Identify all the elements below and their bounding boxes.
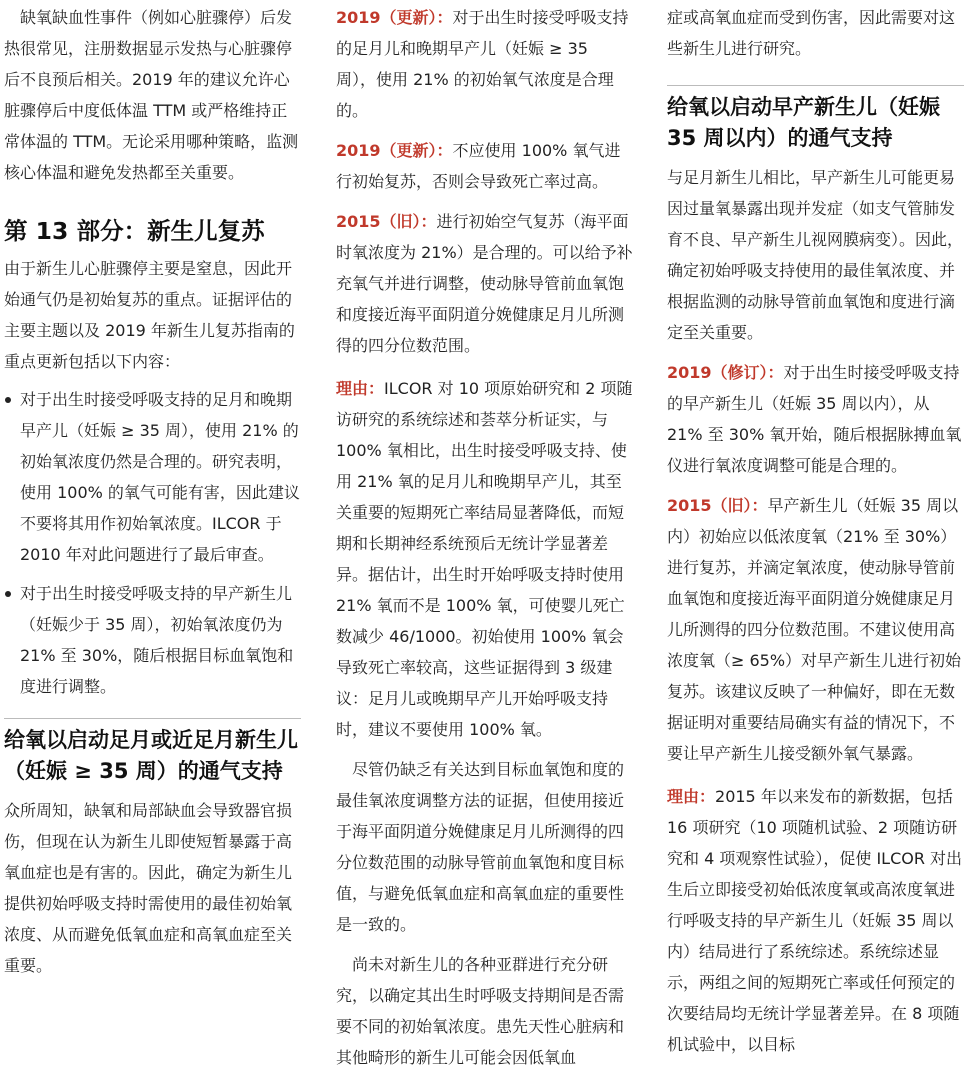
recommendation-text: 对于出生时接受呼吸支持的足月儿和晚期早产儿（妊娠 ≥ 35 周），使用 21% 的初始氧气浓度是合理的。	[336, 8, 629, 120]
subsection-paragraph: 众所周知，缺氧和局部缺血会导致器官损伤，但现在认为新生儿即使短暂暴露于高氧血症也是有害的。因此，确定为新生儿提供初始呼吸支持时需使用的最佳初始氧浓度、从而避免低氧血症和高氧血症至关重要。	[4, 801, 293, 975]
list-item: 对于出生时接受呼吸支持的足月和晚期早产儿（妊娠 ≥ 35 周），使用 21% 的初始氧浓度仍然是合理的。研究表明，使用 100% 的氧气可能有害，因此建议不要将其用作初始氧浓度。ILCOR 于 2010 年对此问题进行了最后审查。	[4, 384, 301, 570]
label-2015-old: 2015（旧）：	[667, 496, 768, 515]
label-2019-revised: 2019（修订）：	[667, 363, 784, 382]
label-2019-update: 2019（更新）：	[336, 8, 453, 27]
rationale-paragraph	[667, 781, 964, 1060]
recommendation-2015-old	[667, 490, 964, 769]
rationale-text: 2015 年以来发布的新数据，包括 16 项研究（10 项随机试验、2 项随访研究和 4 项观察性试验），促使 ILCOR 对出生后立即接受初始低浓度氧或高浓度氧进行呼吸支持的早产新生儿（妊娠 35 周以内）结局进行了系统综述。系统综述显示，两组之间的短期死亡率或任何预定的次要结局均无统计学显著差异。在 8 项随机试验中，以目标	[667, 787, 963, 1054]
body-paragraph: 尚未对新生儿的各种亚群进行充分研究，以确定其出生时呼吸支持期间是否需要不同的初始氧浓度。患先天性心脏病和其他畸形的新生儿可能会因低氧血	[336, 955, 625, 1067]
label-2015-old: 2015（旧）：	[336, 212, 437, 231]
column-left	[4, 0, 301, 981]
subsection-heading-term: 给氧以启动足月或近足月新生儿（妊娠 ≥ 35 周）的通气支持	[4, 728, 298, 783]
recommendation-2015-old	[336, 206, 633, 361]
section-title: 第 13 部分：新生儿复苏	[4, 217, 265, 245]
recommendation-2019-update-2	[336, 135, 633, 197]
recommendation-text: 不应使用 100% 氧气进行初始复苏，否则会导致死亡率过高。	[336, 141, 621, 191]
intro-paragraph: 缺氧缺血性事件（例如心脏骤停）后发热很常见，注册数据显示发热与心脏骤停后不良预后相关。2019 年的建议允许心脏骤停后中度低体温 TTM 或严格维持正常体温的 TTM。无论采用哪种策略，监测核心体温和避免发热都至关重要。	[4, 8, 299, 182]
subsection-heading-preterm: 给氧以启动早产新生儿（妊娠 35 周以内）的通气支持	[667, 95, 940, 150]
rationale-text: ILCOR 对 10 项原始研究和 2 项随访研究的系统综述和荟萃分析证实，与 100% 氧相比，出生时接受呼吸支持、使用 21% 氧的足月儿和晚期早产儿，其至关重要的短期死亡率结局显著降低，而短期和长期神经系统预后无统计学显著差异。据估计，出生时开始呼吸支持时使用 21% 氧而不是 100% 氧，可使婴儿死亡数减少 46/1000。初始使用 100% 氧会导致死亡率较高，这些证据得到 3 级建议：足月儿或晚期早产儿开始呼吸支持时，建议不要使用 100% 氧。	[336, 379, 633, 739]
column-middle	[336, 0, 633, 1073]
label-rationale: 理由：	[336, 379, 385, 398]
recommendation-2019-update-1	[336, 2, 633, 126]
body-paragraph: 与足月新生儿相比，早产新生儿可能更易因过量氧暴露出现并发症（如支气管肺发育不良、早产新生儿视网膜病变）。因此，确定初始呼吸支持使用的最佳氧浓度、并根据监测的动脉导管前血氧饱和度进行滴定至关重要。	[667, 168, 964, 342]
key-updates-list	[4, 384, 301, 702]
recommendation-text: 进行初始空气复苏（海平面时氧浓度为 21%）是合理的。可以给予补充氧气并进行调整，使动脉导管前血氧饱和度接近海平面阴道分娩健康足月儿所测得的四分位数范围。	[336, 212, 633, 355]
section-divider	[667, 85, 964, 86]
label-rationale: 理由：	[667, 787, 716, 806]
recommendation-2019-revised	[667, 357, 964, 481]
column-right	[667, 0, 964, 1060]
continued-paragraph: 症或高氧血症而受到伤害，因此需要对这些新生儿进行研究。	[667, 8, 956, 58]
body-paragraph: 尽管仍缺乏有关达到目标血氧饱和度的最佳氧浓度调整方法的证据，但使用接近于海平面阴道分娩健康足月儿所测得的四分位数范围的动脉导管前血氧饱和度目标值，与避免低氧血症和高氧血症的重要性是一致的。	[336, 760, 625, 934]
label-2019-update: 2019（更新）：	[336, 141, 453, 160]
list-item: 对于出生时接受呼吸支持的早产新生儿（妊娠少于 35 周），初始氧浓度仍为 21% 至 30%，随后根据目标血氧饱和度进行调整。	[4, 578, 301, 702]
section-divider	[4, 718, 301, 719]
section-intro-paragraph: 由于新生儿心脏骤停主要是窒息，因此开始通气仍是初始复苏的重点。证据评估的主要主题以及 2019 年新生儿复苏指南的重点更新包括以下内容：	[4, 259, 295, 371]
rationale-paragraph	[336, 373, 633, 745]
recommendation-text: 对于出生时接受呼吸支持的早产新生儿（妊娠 35 周以内），从 21% 至 30% 氧开始，随后根据脉搏血氧仪进行氧浓度调整可能是合理的。	[667, 363, 962, 475]
recommendation-text: 早产新生儿（妊娠 35 周以内）初始应以低浓度氧（21% 至 30%）进行复苏，并滴定氧浓度，使动脉导管前血氧饱和度接近海平面阴道分娩健康足月儿所测得的四分位数范围。不建议使用高浓度氧（≥ 65%）对早产新生儿进行初始复苏。该建议反映了一种偏好，即在无数据证明对重要结局确实有益的情况下，不要让早产新生儿接受额外氧气暴露。	[667, 496, 962, 763]
